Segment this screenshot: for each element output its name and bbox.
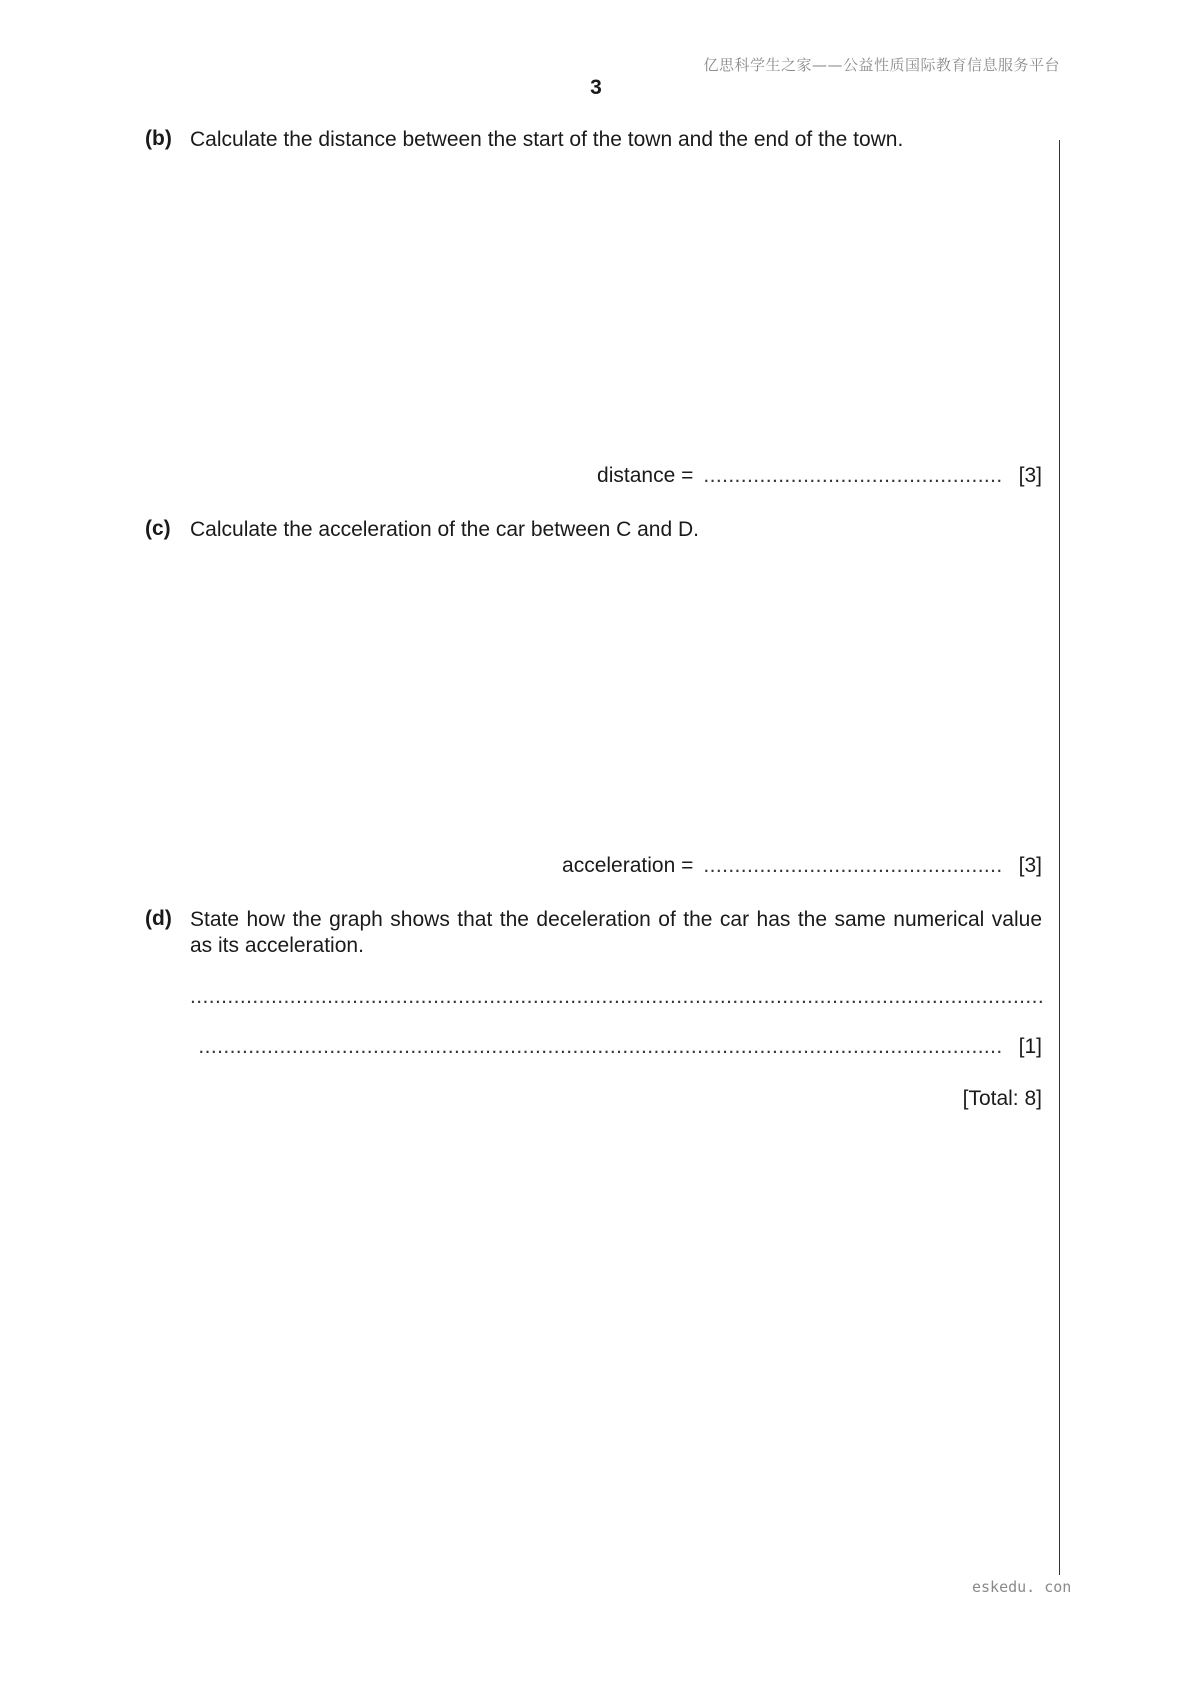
right-margin-line [1059, 140, 1060, 1575]
acceleration-label: acceleration = [562, 854, 694, 877]
header-watermark: 亿思科学生之家——公益性质国际教育信息服务平台 [703, 56, 1060, 74]
part-d-answer-line-2[interactable]: ................................................................................................................................. [198, 1035, 1003, 1058]
part-b-question: Calculate the distance between the start of the town and the end of the town. [190, 128, 904, 151]
part-b-answer-row [597, 464, 1042, 488]
part-d-answer-line-1[interactable]: ......................................................................................................................................... [190, 985, 1045, 1008]
part-d-label: (d) [145, 907, 172, 930]
part-c-question: Calculate the acceleration of the car between C and D. [190, 518, 699, 541]
part-d-question: State how the graph shows that the deceleration of the car has the same numerical value as its acceleration. [190, 908, 1042, 957]
distance-answer-field[interactable]: ................................................ [703, 464, 1003, 487]
total-marks: [Total: 8] [962, 1087, 1042, 1110]
footer-watermark: eskedu. con [972, 1578, 1072, 1596]
page-number: 3 [590, 76, 602, 99]
part-c-answer-row [562, 854, 1042, 878]
distance-label: distance = [597, 464, 694, 487]
part-b-label: (b) [145, 127, 172, 150]
part-d-answer-row-2 [198, 1035, 1042, 1059]
part-c-label: (c) [145, 517, 171, 540]
part-d-marks: [1] [1018, 1035, 1042, 1058]
part-c-marks: [3] [1018, 854, 1042, 877]
part-b-marks: [3] [1018, 464, 1042, 487]
acceleration-answer-field[interactable]: ................................................ [703, 854, 1003, 877]
